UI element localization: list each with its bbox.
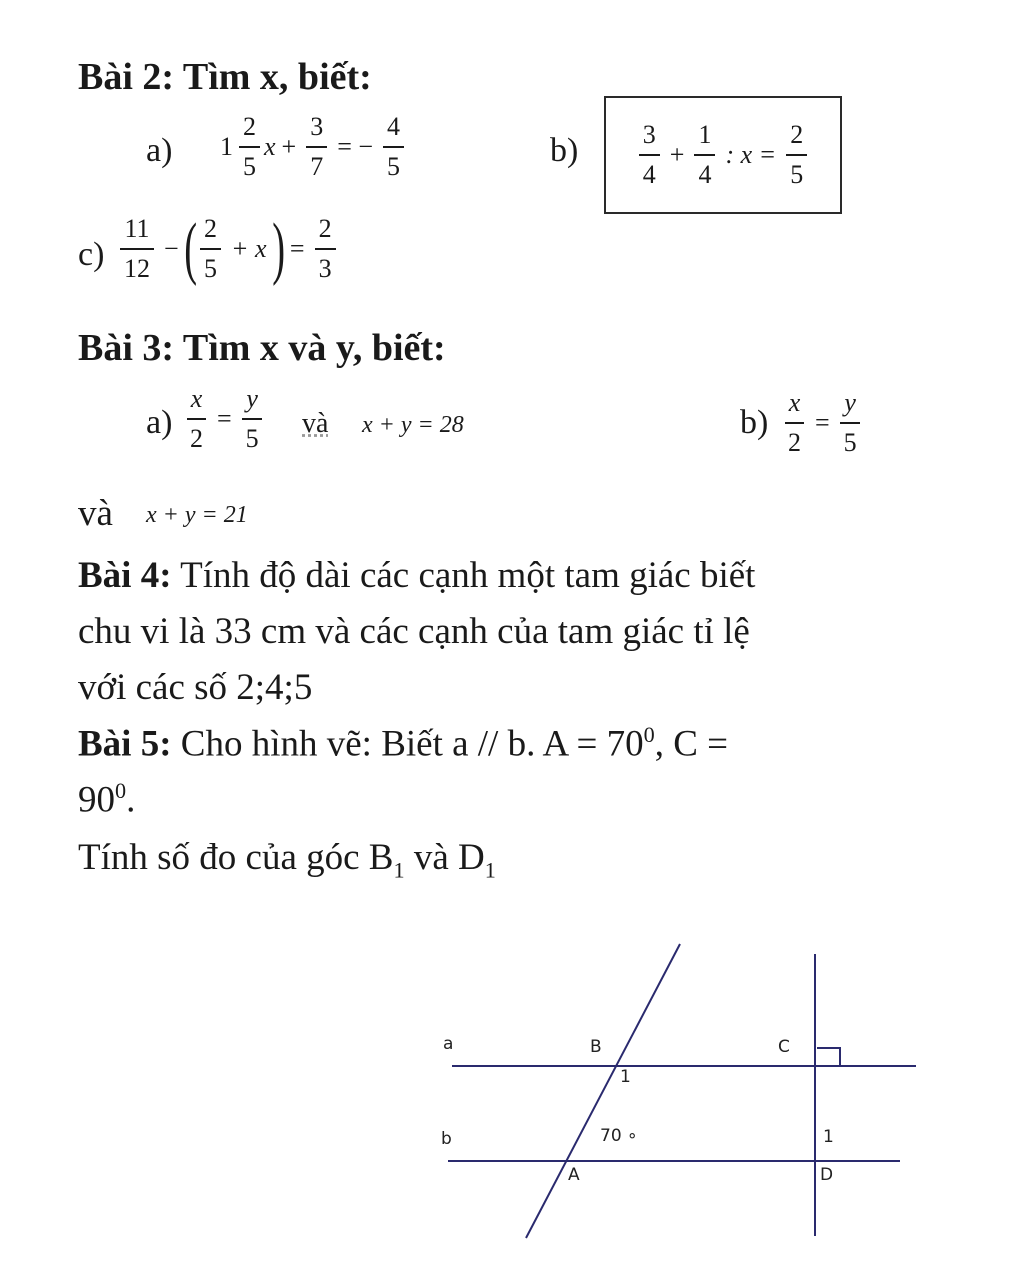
- denominator: 5: [790, 160, 804, 189]
- minus-sign: −: [164, 234, 179, 263]
- denominator: 4: [698, 160, 712, 189]
- denominator: 3: [318, 254, 332, 283]
- subscript: 1: [484, 857, 496, 883]
- label-B: B: [590, 1037, 602, 1057]
- bai2-a-whole: 1: [220, 132, 233, 161]
- bai3-b-label: b): [740, 404, 769, 441]
- open-parenthesis: (: [183, 210, 197, 287]
- divide-x-equals: : x =: [725, 140, 777, 169]
- numerator: y: [242, 386, 262, 420]
- bai4-text-1: Tính độ dài các cạnh một tam giác biết: [171, 555, 756, 596]
- denominator: 7: [310, 152, 324, 181]
- label-A: A: [568, 1165, 580, 1185]
- numerator: 11: [120, 216, 153, 250]
- bai3-heading: Bài 3: Tìm x và y, biết:: [78, 327, 446, 369]
- numerator: 2: [200, 216, 221, 250]
- subscript: 1: [393, 857, 405, 883]
- label-a: a: [443, 1034, 454, 1054]
- bai5-text-2b: .: [126, 779, 136, 821]
- degree-sup: 0: [643, 722, 655, 747]
- denominator: 2: [788, 428, 801, 457]
- denominator: 12: [124, 254, 150, 283]
- denominator: 4: [642, 160, 656, 189]
- bai2-heading: Bài 2: Tìm x, biết:: [78, 56, 372, 98]
- plus-x: + x: [230, 234, 267, 263]
- numerator: x: [187, 386, 207, 420]
- bai5-text-3a: Tính số đo của góc B: [78, 837, 394, 878]
- numerator: 2: [786, 122, 807, 156]
- plus-sign: +: [281, 132, 297, 161]
- bai3-b-sum: x + y = 21: [146, 502, 248, 528]
- degree-sup: 0: [115, 778, 127, 803]
- equals-minus-sign: = −: [337, 132, 374, 161]
- label-angle-70: 70 ∘: [600, 1126, 638, 1146]
- numerator: 3: [306, 114, 327, 148]
- numerator: x: [785, 390, 805, 424]
- bai3-a-va: và: [302, 408, 329, 439]
- bai5-text-3b: và D: [404, 837, 485, 878]
- bai3-b-va: và: [78, 493, 113, 534]
- bai4-line-2: chu vi là 33 cm và các cạnh của tam giác tỉ lệ: [78, 611, 750, 652]
- equals-sign: =: [289, 234, 305, 263]
- bai2-a-label: a): [146, 132, 173, 169]
- bai2-b-label: b): [550, 132, 579, 169]
- numerator: y: [840, 390, 860, 424]
- bai5-text-2a: 90: [78, 779, 115, 821]
- denominator: 5: [245, 424, 259, 453]
- denominator: 2: [190, 424, 203, 453]
- equals-sign: =: [815, 408, 830, 437]
- numerator: 4: [383, 114, 404, 148]
- numerator: 2: [239, 114, 260, 148]
- transversal-AB: [526, 944, 680, 1238]
- bai5-text-1b: , C =: [654, 723, 728, 765]
- numerator: 3: [639, 122, 660, 156]
- right-angle-marker: [817, 1048, 840, 1066]
- bai3-a-label: a): [146, 404, 173, 441]
- label-1-at-B: 1: [620, 1067, 631, 1087]
- figure-labels: [441, 1034, 834, 1185]
- label-b: b: [441, 1129, 452, 1149]
- equals-sign: =: [217, 404, 232, 433]
- numerator: 1: [694, 122, 715, 156]
- denominator: 5: [843, 428, 857, 457]
- bai3-a-sum: x + y = 28: [362, 412, 464, 438]
- bai5-text-1a: Cho hình vẽ: Biết a // b. A = 70: [171, 723, 644, 765]
- bai2-a-variable: x: [264, 132, 276, 161]
- bai5-heading: Bài 5:: [78, 723, 172, 765]
- bai2-c-label: c): [78, 236, 105, 273]
- label-D: D: [820, 1165, 834, 1185]
- numerator: 2: [315, 216, 336, 250]
- figure-lines: [448, 944, 916, 1238]
- bai4-heading: Bài 4:: [78, 555, 172, 596]
- plus-sign: +: [669, 140, 685, 169]
- bai4-line-3: với các số 2;4;5: [78, 667, 313, 708]
- label-C: C: [778, 1037, 790, 1057]
- label-1-at-D: 1: [823, 1127, 834, 1147]
- close-parenthesis: ): [271, 210, 285, 287]
- denominator: 5: [203, 254, 217, 283]
- denominator: 5: [243, 152, 256, 181]
- denominator: 5: [387, 152, 401, 181]
